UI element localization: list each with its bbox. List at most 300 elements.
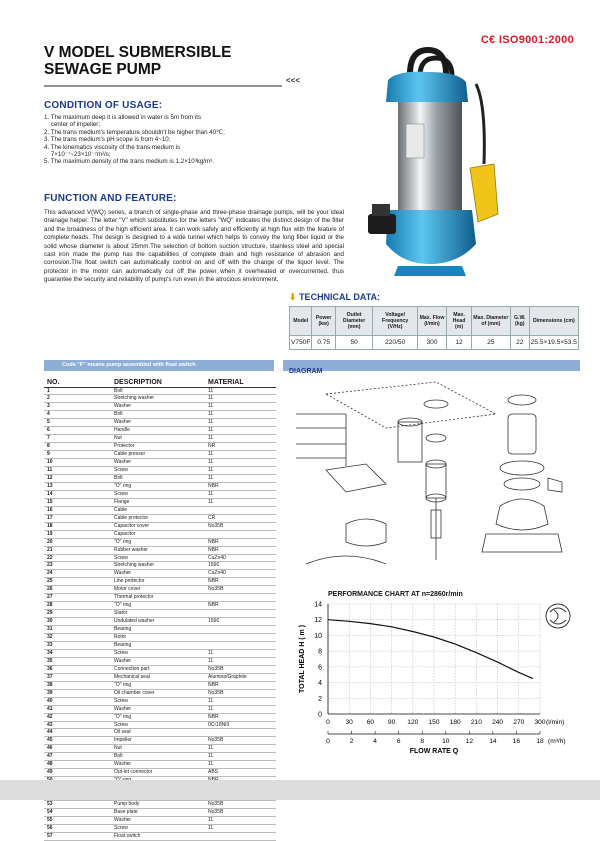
- x-tick-label: 150: [428, 719, 440, 726]
- part-description: "O" ring: [84, 482, 194, 490]
- part-description: Base plate: [84, 809, 194, 817]
- part-number: 18: [44, 522, 84, 530]
- tech-value-cell: 25: [471, 336, 510, 350]
- part-description: Out-let connector: [84, 769, 194, 777]
- y-tick-label: 6: [318, 664, 322, 672]
- table-row: [44, 824, 276, 832]
- table-row: [44, 498, 276, 506]
- part-number: 4: [44, 411, 84, 419]
- part-material: No35B: [194, 737, 276, 745]
- parts-header-row: [44, 378, 276, 387]
- part-number: 14: [44, 490, 84, 498]
- part-number: 45: [44, 737, 84, 745]
- part-description: "O" ring: [84, 681, 194, 689]
- x-m3h-tick-label: 10: [442, 738, 450, 745]
- table-row: [44, 713, 276, 721]
- title-divider: [44, 84, 324, 88]
- table-row: [44, 459, 276, 467]
- part-material: 11: [194, 761, 276, 769]
- y-tick-label: 10: [314, 632, 322, 640]
- part-number: 17: [44, 514, 84, 522]
- ce-mark: C€: [480, 34, 499, 46]
- part-number: 53: [44, 801, 84, 809]
- y-tick-label: 0: [318, 711, 322, 719]
- tech-header-cell: Outlet Diameter (mm): [335, 307, 373, 336]
- tech-heading: ⬇ TECHNICAL DATA:: [289, 292, 381, 302]
- part-description: Bearing: [84, 626, 194, 634]
- table-row: [44, 546, 276, 554]
- x-tick-label: 300: [534, 719, 546, 726]
- part-description: Washer: [84, 403, 194, 411]
- part-material: CuZn40: [194, 554, 276, 562]
- part-material: NR: [194, 443, 276, 451]
- feature-heading: FUNCTION AND FEATURE:: [44, 193, 177, 204]
- chart-title: PERFORMANCE CHART AT n=2860r/min: [328, 591, 463, 598]
- part-number: 35: [44, 657, 84, 665]
- x-tick-label: 90: [387, 719, 396, 726]
- part-number: 40: [44, 697, 84, 705]
- part-number: 12: [44, 474, 84, 482]
- part-description: Nut: [84, 435, 194, 443]
- part-number: 32: [44, 634, 84, 642]
- part-description: Cable: [84, 506, 194, 514]
- code-note: Code "F" means pump assembled with float switch: [44, 360, 274, 371]
- part-number: 42: [44, 713, 84, 721]
- part-number: 24: [44, 570, 84, 578]
- part-number: 10: [44, 459, 84, 467]
- part-material: NBR: [194, 546, 276, 554]
- part-number: 16: [44, 506, 84, 514]
- tech-header-cell: G.W. (kg): [510, 307, 529, 336]
- part-number: 6: [44, 427, 84, 435]
- part-material: [194, 530, 276, 538]
- tech-value-cell: 25.5×19.5×53.5: [529, 336, 578, 350]
- part-number: 27: [44, 594, 84, 602]
- part-material: 11: [194, 657, 276, 665]
- part-description: Float switch: [84, 832, 194, 840]
- diagram-heading: DIAGRAM: [289, 368, 323, 375]
- part-material: 11: [194, 451, 276, 459]
- part-material: 11: [194, 697, 276, 705]
- table-row: [44, 729, 276, 737]
- table-row: [44, 626, 276, 634]
- part-material: NBR: [194, 578, 276, 586]
- part-description: Impeller: [84, 737, 194, 745]
- x-m3h-tick-label: 2: [349, 738, 354, 745]
- part-number: 29: [44, 610, 84, 618]
- table-row: [44, 753, 276, 761]
- part-description: Motor cover: [84, 586, 194, 594]
- x-m3h-tick-label: 8: [420, 738, 425, 745]
- x-m3h-tick-label: 4: [373, 738, 377, 745]
- part-description: Bolt: [84, 753, 194, 761]
- y-tick-label: 8: [318, 648, 322, 656]
- table-row: [44, 681, 276, 689]
- part-material: [194, 642, 276, 650]
- part-material: No35B: [194, 665, 276, 673]
- table-row: [44, 721, 276, 729]
- part-material: NBR: [194, 681, 276, 689]
- title-line-2: SEWAGE PUMP: [44, 61, 162, 78]
- part-description: "O" ring: [84, 713, 194, 721]
- parts-header-cell: MATERIAL: [194, 378, 276, 387]
- part-number: 57: [44, 832, 84, 840]
- part-material: 11: [194, 816, 276, 824]
- part-material: NBR: [194, 713, 276, 721]
- part-number: 25: [44, 578, 84, 586]
- part-number: 1: [44, 387, 84, 395]
- exploded-diagram: [286, 374, 582, 584]
- x-m3h-tick-label: 12: [465, 738, 474, 745]
- table-row: [44, 809, 276, 817]
- part-number: 46: [44, 745, 84, 753]
- table-row: [44, 514, 276, 522]
- part-description: Screw: [84, 649, 194, 657]
- tech-header-cell: Model: [290, 307, 312, 336]
- part-description: Screw: [84, 490, 194, 498]
- tech-value-cell: 50: [335, 336, 373, 350]
- part-number: 34: [44, 649, 84, 657]
- table-row: [44, 443, 276, 451]
- part-material: 11: [194, 387, 276, 395]
- table-row: [44, 570, 276, 578]
- x-tick-label: 30: [345, 719, 353, 726]
- part-description: Pump body: [84, 801, 194, 809]
- part-description: Washer: [84, 816, 194, 824]
- part-number: 49: [44, 769, 84, 777]
- part-number: 56: [44, 824, 84, 832]
- part-description: Washer: [84, 419, 194, 427]
- part-number: 3: [44, 403, 84, 411]
- condition-item: 4. The kinematics viscosity of the trans medium is: [44, 143, 181, 151]
- part-number: 28: [44, 602, 84, 610]
- x-tick-label: 120: [407, 719, 419, 726]
- part-material: No35B: [194, 801, 276, 809]
- part-description: Screw: [84, 554, 194, 562]
- part-description: Nut: [84, 745, 194, 753]
- tech-table: [289, 306, 579, 350]
- part-material: No35B: [194, 809, 276, 817]
- x-unit-lmin: (l/min): [546, 719, 565, 726]
- part-number: 47: [44, 753, 84, 761]
- y-tick-label: 4: [318, 680, 322, 688]
- table-row: [44, 673, 276, 681]
- part-description: Washer: [84, 705, 194, 713]
- condition-list: [44, 114, 314, 166]
- part-description: Washer: [84, 570, 194, 578]
- diagram-bar: [283, 360, 580, 375]
- table-row: [44, 618, 276, 626]
- table-row: [44, 538, 276, 546]
- x-tick-label: 210: [470, 719, 482, 726]
- feature-text: This advanced V(WQ) series, a branch of single-phase and three-phase drainage pumps, will be your ideal drainage helper. The letter "V" which substitutes for the letters "WQ" indicates the distinct design of the filter and the broadness of the high efficient area. It can work safely and efficiently at high flux with the feature of complete heads. The design is designed to a wide tunnel which helps to convey the long fiber liquid or the solid whose diameter is about 25mm.The selection of bottom suction structure, stainless steel and special cast iron made the pump has the capabilities of complete drain and high resistance of abrasion and corrosion.The float switch can automatically control on and off with the change of the liquor level. The protector in the motor can automatically cut off the power when it overheated or overcurrented, thus guarantee the security and reliability of pump's run even in the atrocious environment.: [44, 209, 344, 284]
- table-row: [44, 490, 276, 498]
- part-number: 41: [44, 705, 84, 713]
- part-number: 37: [44, 673, 84, 681]
- part-number: 11: [44, 467, 84, 475]
- part-number: 48: [44, 761, 84, 769]
- part-description: Bolt: [84, 387, 194, 395]
- table-row: [44, 387, 276, 395]
- part-description: Screw: [84, 697, 194, 705]
- x-m3h-tick-label: 0: [326, 738, 330, 745]
- part-material: 11: [194, 824, 276, 832]
- parts-header-cell: DESCRIPTION: [84, 378, 194, 387]
- x-m3h-tick-label: 14: [489, 738, 497, 745]
- tech-header-row: [290, 307, 579, 336]
- y-tick-label: 2: [318, 695, 322, 703]
- part-description: Washer: [84, 657, 194, 665]
- y-axis-label: TOTAL HEAD H ( m ): [299, 624, 306, 694]
- part-material: 1566: [194, 618, 276, 626]
- part-description: Protector: [84, 443, 194, 451]
- parts-header-cell: NO.: [44, 378, 84, 387]
- part-number: 21: [44, 546, 84, 554]
- x-m3h-tick-label: 6: [396, 738, 401, 745]
- iso-label: ISO9001:2000: [498, 34, 574, 46]
- part-material: 11: [194, 498, 276, 506]
- part-description: Washer: [84, 459, 194, 467]
- table-row: [44, 554, 276, 562]
- table-row: [44, 419, 276, 427]
- part-material: 11: [194, 435, 276, 443]
- condition-heading: CONDITION OF USAGE:: [44, 100, 163, 111]
- page-title: [44, 44, 284, 78]
- part-material: 11: [194, 705, 276, 713]
- part-number: 54: [44, 809, 84, 817]
- part-description: Oil chamber cover: [84, 689, 194, 697]
- tech-value-cell: 22: [510, 336, 529, 350]
- table-row: [44, 435, 276, 443]
- x-unit-m3h: (m³/h): [548, 738, 566, 745]
- tech-header-cell: Max. Head (m): [447, 307, 472, 336]
- part-number: 43: [44, 721, 84, 729]
- part-number: 13: [44, 482, 84, 490]
- part-number: 9: [44, 451, 84, 459]
- part-number: 23: [44, 562, 84, 570]
- tech-value-row: [290, 336, 579, 350]
- table-row: [44, 665, 276, 673]
- part-material: 11: [194, 427, 276, 435]
- part-description: Line protector: [84, 578, 194, 586]
- table-row: [44, 657, 276, 665]
- part-material: NBR: [194, 602, 276, 610]
- table-row: [44, 602, 276, 610]
- table-row: [44, 689, 276, 697]
- table-row: [44, 634, 276, 642]
- part-number: 38: [44, 681, 84, 689]
- x-tick-label: 270: [513, 719, 525, 726]
- part-material: [194, 594, 276, 602]
- table-row: [44, 562, 276, 570]
- part-description: Stretching washer: [84, 562, 194, 570]
- table-row: [44, 586, 276, 594]
- part-description: Connection part: [84, 665, 194, 673]
- table-row: [44, 801, 276, 809]
- part-number: 33: [44, 642, 84, 650]
- table-row: [44, 403, 276, 411]
- part-number: 20: [44, 538, 84, 546]
- performance-chart: [292, 586, 584, 762]
- part-material: 0Cr18Ni9: [194, 721, 276, 729]
- part-description: Flange: [84, 498, 194, 506]
- table-row: [44, 411, 276, 419]
- condition-item: 7×10⁻⁷~23×10⁻⁷m²/s;: [44, 151, 111, 159]
- part-number: 55: [44, 816, 84, 824]
- x-tick-label: 0: [326, 719, 330, 726]
- table-row: [44, 506, 276, 514]
- tech-value-cell: 0.75: [312, 336, 335, 350]
- title-arrows: <<<: [286, 76, 301, 85]
- part-material: [194, 729, 276, 737]
- part-number: 36: [44, 665, 84, 673]
- part-material: 11: [194, 745, 276, 753]
- part-description: Rubber washer: [84, 546, 194, 554]
- part-description: "O" ring: [84, 538, 194, 546]
- table-row: [44, 427, 276, 435]
- part-material: 11: [194, 403, 276, 411]
- arrow-down-icon: ⬇: [289, 292, 297, 302]
- part-description: Bearing: [84, 642, 194, 650]
- part-description: Thermal protector: [84, 594, 194, 602]
- tech-header-cell: Max. Flow (l/min): [417, 307, 446, 336]
- part-material: CuZn40: [194, 570, 276, 578]
- part-material: 11: [194, 395, 276, 403]
- table-row: [44, 745, 276, 753]
- table-row: [44, 482, 276, 490]
- part-material: [194, 634, 276, 642]
- part-description: Screw: [84, 467, 194, 475]
- x-axis-label: FLOW RATE Q: [409, 748, 459, 755]
- table-row: [44, 649, 276, 657]
- part-material: 11: [194, 490, 276, 498]
- y-tick-label: 12: [314, 617, 322, 625]
- performance-curve: [328, 620, 533, 679]
- part-description: Screw: [84, 824, 194, 832]
- table-row: [44, 530, 276, 538]
- table-row: [44, 642, 276, 650]
- y-tick-label: 14: [314, 601, 322, 609]
- part-description: Cable presser: [84, 451, 194, 459]
- table-row: [44, 832, 276, 840]
- table-row: [44, 610, 276, 618]
- impeller-icon-blades: [550, 608, 566, 624]
- part-description: Capacitor: [84, 530, 194, 538]
- x-m3h-tick-label: 18: [536, 738, 544, 745]
- part-number: 15: [44, 498, 84, 506]
- table-row: [44, 474, 276, 482]
- x-tick-label: 240: [492, 719, 504, 726]
- part-description: Undulated washer: [84, 618, 194, 626]
- tech-header-cell: Voltage/ Frequency (V/Hz): [373, 307, 417, 336]
- table-row: [44, 578, 276, 586]
- title-line-1: V MODEL SUBMERSIBLE: [44, 44, 232, 61]
- part-number: 22: [44, 554, 84, 562]
- part-material: [194, 506, 276, 514]
- part-number: 2: [44, 395, 84, 403]
- part-description: Stator: [84, 610, 194, 618]
- part-material: 11: [194, 467, 276, 475]
- part-material: 11: [194, 419, 276, 427]
- part-description: Stretching washer: [84, 395, 194, 403]
- part-material: NBR: [194, 538, 276, 546]
- part-material: 11: [194, 411, 276, 419]
- part-description: Screw: [84, 721, 194, 729]
- table-row: [44, 451, 276, 459]
- part-description: Handle: [84, 427, 194, 435]
- part-description: "O" ring: [84, 602, 194, 610]
- table-row: [44, 769, 276, 777]
- part-material: CR: [194, 514, 276, 522]
- part-material: NBR: [194, 482, 276, 490]
- part-material: Alumina/Graphite: [194, 673, 276, 681]
- part-number: 44: [44, 729, 84, 737]
- part-material: ABS: [194, 769, 276, 777]
- footer-bar: [0, 780, 600, 800]
- table-row: [44, 737, 276, 745]
- part-material: No35B: [194, 689, 276, 697]
- part-number: 31: [44, 626, 84, 634]
- x-tick-label: 60: [366, 719, 375, 726]
- part-description: Capacitor cover: [84, 522, 194, 530]
- part-description: Bolt: [84, 411, 194, 419]
- part-number: 8: [44, 443, 84, 451]
- part-description: Mechanical seal: [84, 673, 194, 681]
- part-description: Oil seal: [84, 729, 194, 737]
- parts-table: [44, 378, 276, 841]
- part-number: 30: [44, 618, 84, 626]
- tech-header-cell: Max. Diameter of (mm): [471, 307, 510, 336]
- part-material: [194, 610, 276, 618]
- pump-illustration: [358, 44, 504, 294]
- table-row: [44, 522, 276, 530]
- condition-item: 2. The trans medium's temperature shouldn't be higher than 40℃;: [44, 128, 225, 136]
- part-material: 11: [194, 459, 276, 467]
- part-description: Washer: [84, 761, 194, 769]
- part-material: 1566: [194, 562, 276, 570]
- tech-header-cell: Power (kw): [312, 307, 335, 336]
- part-description: Rotor: [84, 634, 194, 642]
- condition-item: 1. The maximum deep it is allowed in water is 5m from its: [44, 114, 202, 121]
- table-row: [44, 761, 276, 769]
- condition-item: center of impeller;: [44, 121, 101, 129]
- tech-header-cell: Dimensions (cm): [529, 307, 578, 336]
- part-description: Bolt: [84, 474, 194, 482]
- tech-value-cell: 300: [417, 336, 446, 350]
- x-tick-label: 180: [449, 719, 461, 726]
- table-row: [44, 395, 276, 403]
- part-number: 26: [44, 586, 84, 594]
- condition-item: 5. The maximum density of the trans medium is 1.2×10³kg/m³.: [44, 158, 214, 166]
- table-row: [44, 467, 276, 475]
- part-number: 39: [44, 689, 84, 697]
- tech-value-cell: V750F: [290, 336, 312, 350]
- part-material: [194, 626, 276, 634]
- table-row: [44, 594, 276, 602]
- x-m3h-tick-label: 16: [512, 738, 521, 745]
- part-number: 5: [44, 419, 84, 427]
- condition-item: 3. The trans medium's pH scope is from 4~10;: [44, 136, 171, 144]
- part-material: 11: [194, 649, 276, 657]
- part-material: 11: [194, 474, 276, 482]
- part-material: [194, 832, 276, 840]
- tech-value-cell: 220/50: [373, 336, 417, 350]
- part-material: 11: [194, 753, 276, 761]
- part-number: 19: [44, 530, 84, 538]
- tech-value-cell: 12: [447, 336, 472, 350]
- part-description: Cable protector: [84, 514, 194, 522]
- table-row: [44, 697, 276, 705]
